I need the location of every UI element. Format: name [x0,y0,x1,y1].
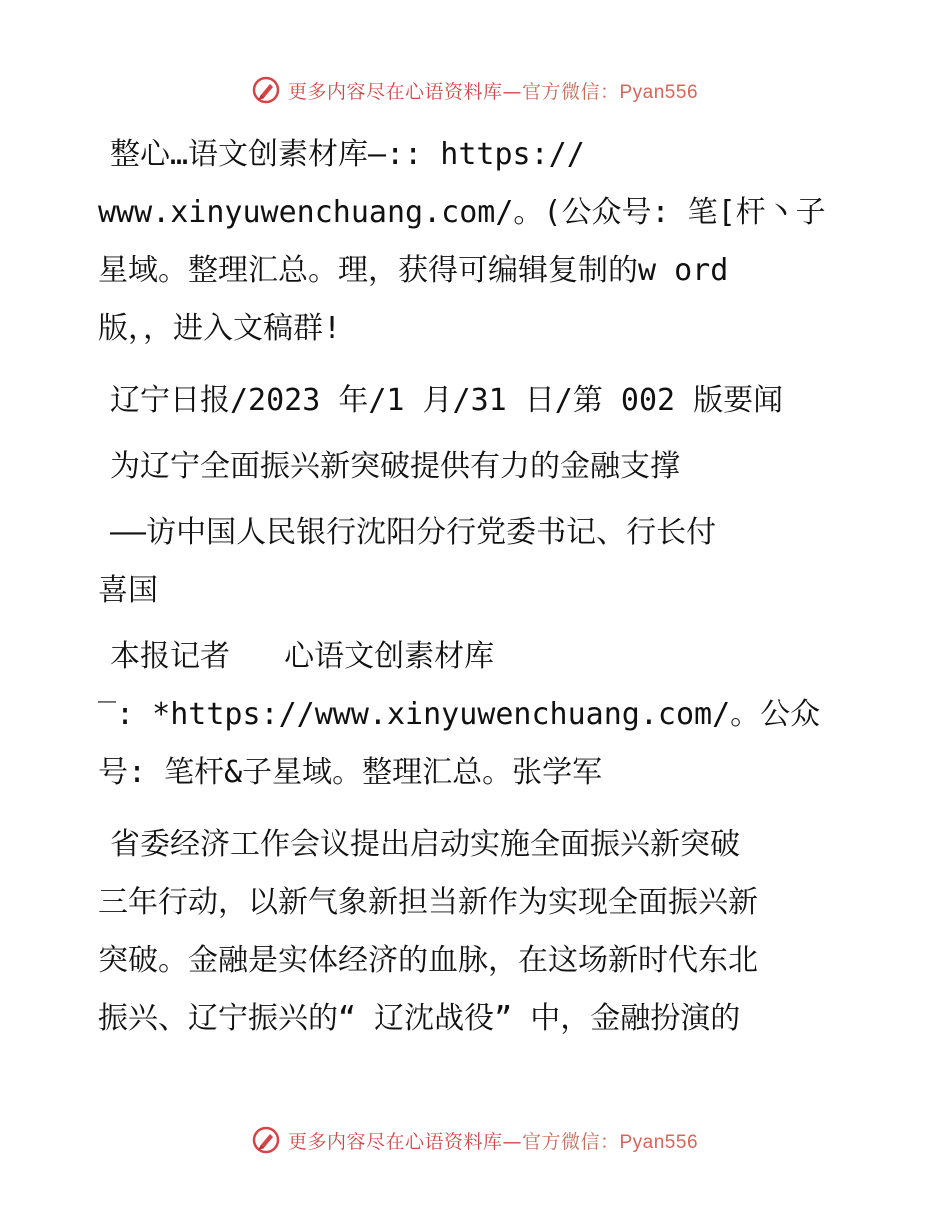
footer-banner [0,1120,950,1160]
footer-banner-separator: — [502,1130,522,1153]
document-body [98,126,858,1062]
body-paragraph: 省委经济工作会议提出启动实施全面振兴新突破 三年行动，以新气象新担当新作为实现全面振兴新 突破。金融是实体经济的血脉，在这场新时代东北 振兴、辽宁振兴的“ 辽沈战役” 中，金融扮演的 [98,827,758,1036]
banner-text [288,77,698,104]
footer-banner-wechat-id: Pyan556 [619,1131,699,1153]
banner-wechat-label: 官方微信： [521,80,620,103]
header-banner [0,70,950,110]
pen-logo-icon [252,76,280,104]
intro-paragraph: 整心…语文创素材库—:: https:// www.xinyuwenchuang.com/。(公众号: 笔[杆丶子 星域。整理汇总。理，获得可编辑复制的w ord 版，，进入文稿群! [98,137,826,346]
source-line: 辽宁日报/2023 年/1 月/31 日/第 002 版要闻 [110,383,784,418]
article-title: 为辽宁全面振兴新突破提供有力的金融支撑 [110,449,680,484]
byline: 本报记者 心语文创素材库 ‾: *https://www.xinyuwenchuang.com/。公众 号: 笔杆&子星域。整理汇总。张学军 [98,639,821,790]
banner-separator: — [502,80,522,103]
footer-banner-wechat-label: 官方微信： [521,1130,620,1153]
pen-logo-icon [252,1126,280,1154]
article-subtitle: ——访中国人民银行沈阳分行党委书记、行长付 喜国 [98,515,717,608]
footer-banner-text [288,1127,698,1154]
banner-title: 更多内容尽在心语资料库 [287,80,503,103]
banner-wechat-id: Pyan556 [619,81,699,103]
footer-banner-title: 更多内容尽在心语资料库 [287,1130,503,1153]
